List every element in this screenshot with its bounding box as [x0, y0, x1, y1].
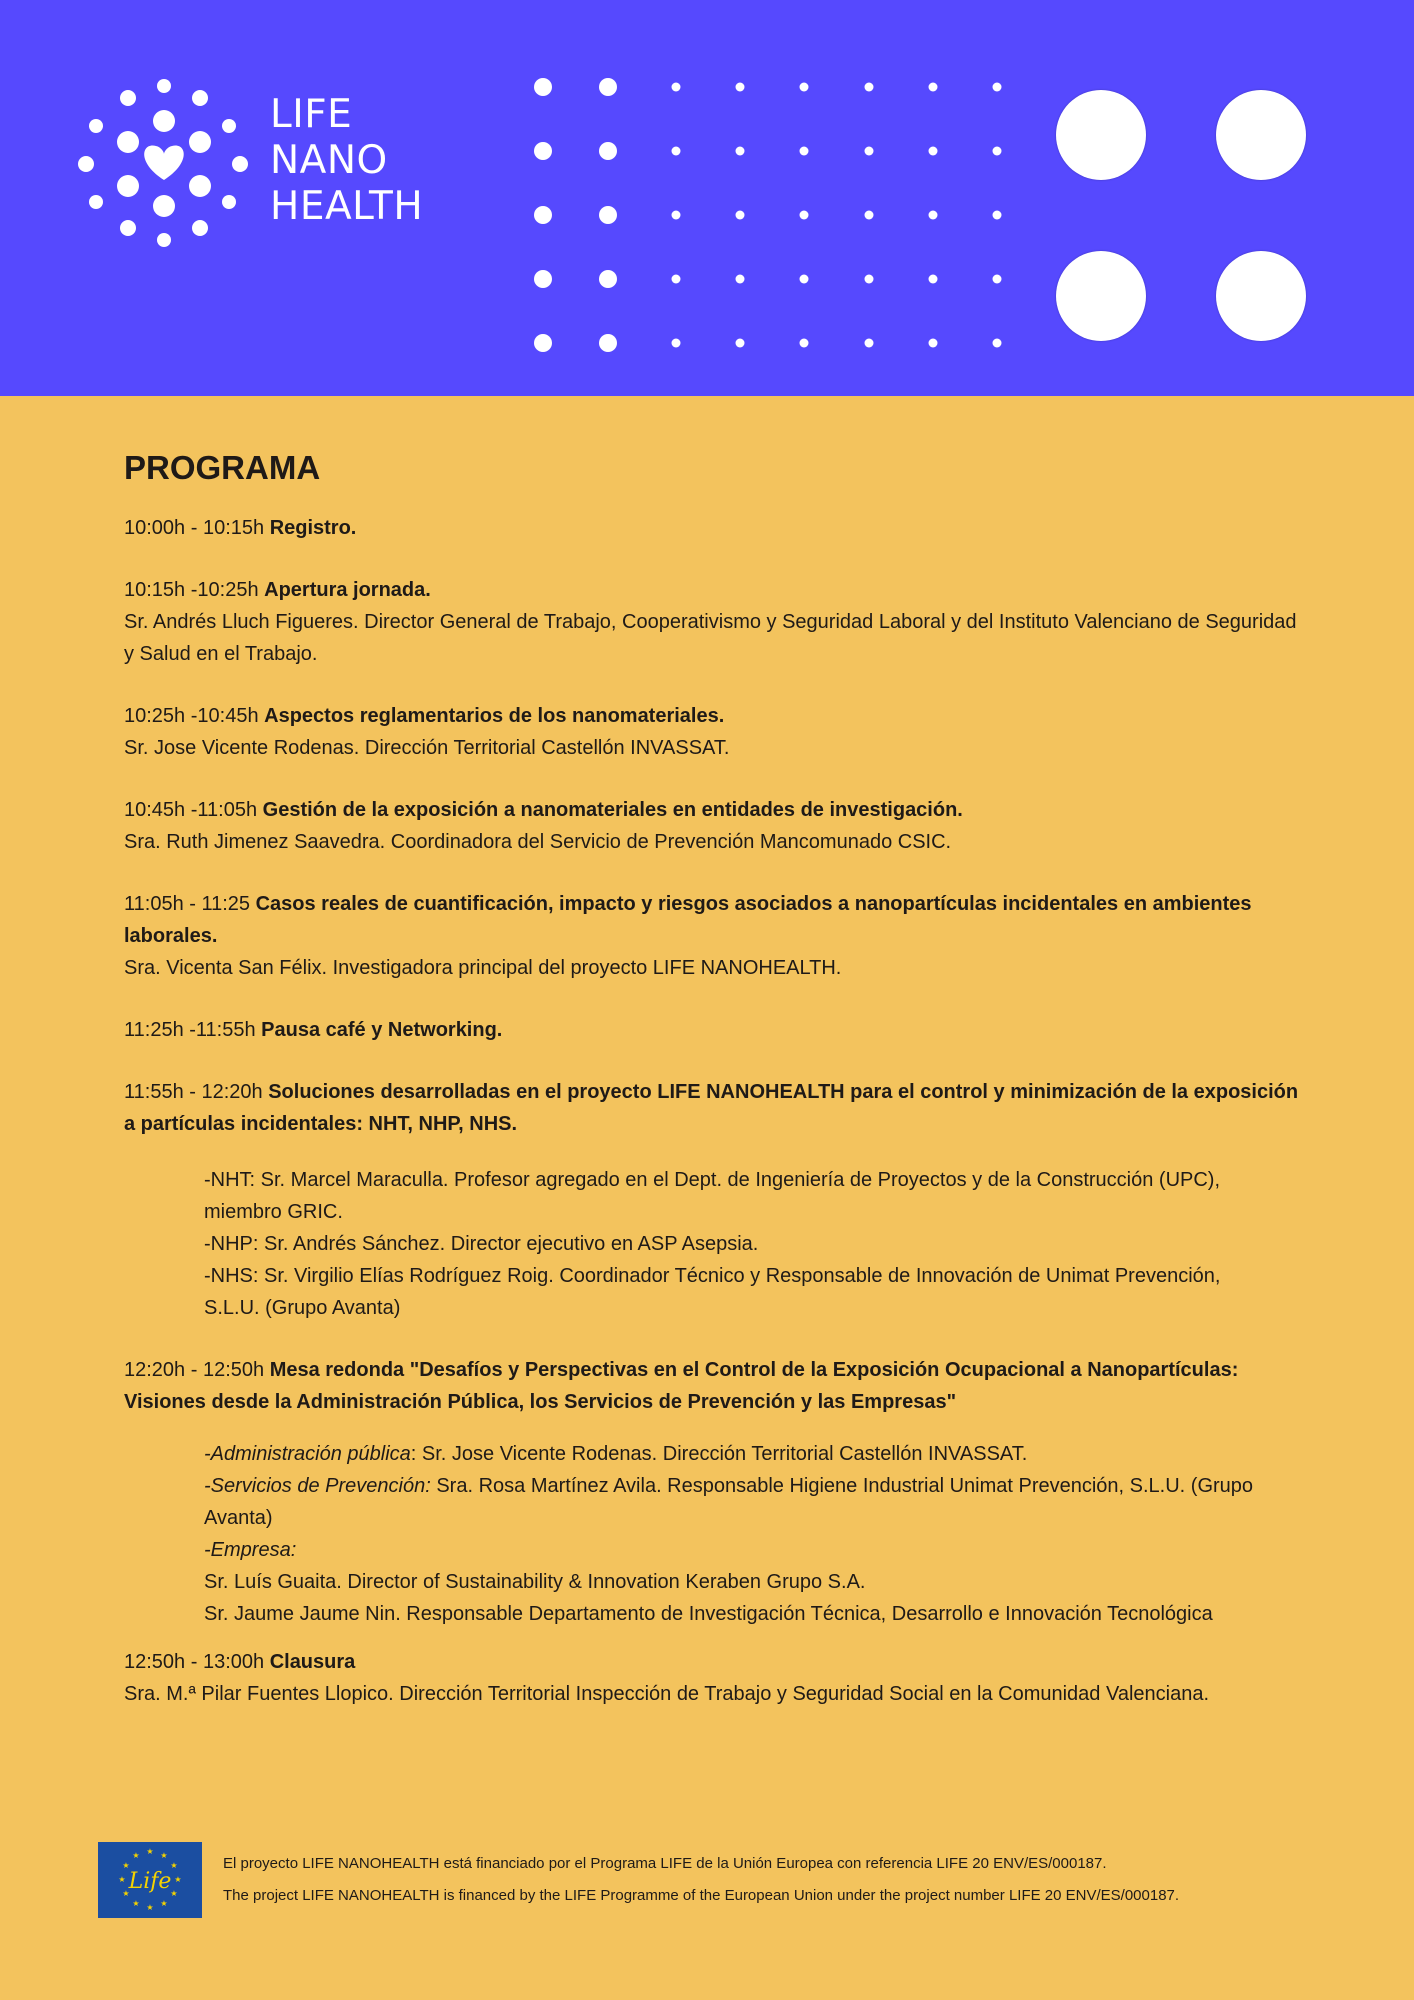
panel-speaker: : Sr. Jose Vicente Rodenas. Dirección Territorial Castellón INVASSAT.: [410, 1443, 1028, 1465]
panel-role: -Administración pública: [204, 1443, 411, 1465]
svg-text:★: ★: [122, 1889, 130, 1898]
solution-item: -NHT: Sr. Marcel Maraculla. Profesor agregado en el Dept. de Ingeniería de Proyectos y de la Construcción (UPC), miembro GRIC.: [204, 1169, 1221, 1223]
program-item: [124, 1354, 1304, 1630]
item-speaker: Sra. Ruth Jimenez Saavedra. Coordinadora del Servicio de Prevención Mancomunado CSIC.: [124, 831, 952, 853]
logo-line: NANO: [270, 138, 388, 183]
item-speaker: Sra. M.ª Pilar Fuentes Llopico. Dirección Territorial Inspección de Trabajo y Seguridad Social en la Comunidad Valenciana.: [124, 1683, 1210, 1705]
life-logo-label: Life: [128, 1869, 172, 1894]
header-banner: [0, 0, 1414, 396]
svg-text:★: ★: [146, 1903, 154, 1912]
item-title: Registro.: [269, 517, 357, 539]
item-speaker: Sr. Jose Vicente Rodenas. Dirección Territorial Castellón INVASSAT.: [124, 737, 730, 759]
funding-note-es: El proyecto LIFE NANOHEALTH está financiado por el Programa LIFE de la Unión Europea con referencia LIFE 20 ENV/ES/000187.: [223, 1855, 1107, 1872]
item-time: 12:20h - 12:50h: [124, 1359, 265, 1381]
svg-text:★: ★: [132, 1899, 140, 1908]
svg-text:★: ★: [160, 1899, 168, 1908]
item-speaker: Sra. Vicenta San Félix. Investigadora principal del proyecto LIFE NANOHEALTH.: [124, 957, 842, 979]
page-title: PROGRAMA: [124, 449, 321, 486]
svg-text:★: ★: [146, 1847, 154, 1856]
logo-line: HEALTH: [270, 184, 424, 229]
svg-text:★: ★: [118, 1875, 126, 1884]
eu-life-logo-icon: [98, 1842, 202, 1918]
panel-speaker: Sra. Rosa Martínez Avila. Responsable Higiene Industrial Unimat Prevención, S.L.U. (Grupo Avanta): [204, 1475, 1254, 1529]
decorative-dot-grid-icon: [524, 72, 1024, 352]
program-item: [124, 512, 1304, 544]
item-title: Soluciones desarrolladas en el proyecto LIFE NANOHEALTH para el control y minimización de la exposición a partículas incidentales: NHT, NHP, NHS.: [124, 1081, 1299, 1135]
svg-text:★: ★: [174, 1875, 182, 1884]
item-time: 11:25h -11:55h: [124, 1019, 256, 1041]
solutions-list: [124, 1164, 1304, 1324]
item-title: Aspectos reglamentarios de los nanomateriales.: [264, 705, 725, 727]
item-title: Gestión de la exposición a nanomateriales en entidades de investigación.: [262, 799, 963, 821]
item-time: 10:15h -10:25h: [124, 579, 259, 601]
program-item: [124, 700, 1304, 764]
item-time: 11:05h - 11:25: [124, 893, 251, 915]
svg-text:★: ★: [170, 1861, 178, 1870]
program-content: [124, 448, 1304, 1740]
item-speaker: Sr. Andrés Lluch Figueres. Director General de Trabajo, Cooperativismo y Seguridad Laboral y del Instituto Valenciano de Seguridad y Salud en el Trabajo.: [124, 611, 1297, 665]
svg-text:★: ★: [122, 1861, 130, 1870]
heart-dots-logo-icon: [76, 76, 256, 256]
program-item: [124, 888, 1304, 984]
item-time: 10:00h - 10:15h: [124, 517, 265, 539]
program-item: [124, 1076, 1304, 1324]
item-time: 12:50h - 13:00h: [124, 1651, 265, 1673]
logo-line: LIFE: [270, 92, 353, 137]
solution-item: -NHP: Sr. Andrés Sánchez. Director ejecutivo en ASP Asepsia.: [204, 1233, 759, 1255]
footer: [98, 1842, 1398, 1918]
panel-list: [124, 1438, 1304, 1630]
svg-text:★: ★: [132, 1851, 140, 1860]
funding-note-en: The project LIFE NANOHEALTH is financed by the LIFE Programme of the European Union under the project number LIFE 20 ENV/ES/000187.: [223, 1887, 1180, 1904]
program-item: [124, 1014, 1304, 1046]
item-title: Clausura: [269, 1651, 356, 1673]
panel-role: -Servicios de Prevención:: [204, 1475, 431, 1497]
item-title: Casos reales de cuantificación, impacto y riesgos asociados a nanopartículas incidentales en ambientes laborales.: [124, 893, 1252, 947]
item-title: Mesa redonda "Desafíos y Perspectivas en el Control de la Exposición Ocupacional a Nanopartículas: Visiones desde la Administración Pública, los Servicios de Prevención y las Empresas": [124, 1359, 1239, 1413]
decorative-circle: [1056, 251, 1146, 341]
svg-text:★: ★: [160, 1851, 168, 1860]
panel-item: [204, 1534, 1304, 1566]
item-title: Pausa café y Networking.: [261, 1019, 503, 1041]
item-time: 11:55h - 12:20h: [124, 1081, 263, 1103]
panel-speaker: Sr. Jaume Jaume Nin. Responsable Departamento de Investigación Técnica, Desarrollo e Innovación Tecnológica: [204, 1603, 1213, 1625]
decorative-circle: [1216, 251, 1306, 341]
decorative-circle: [1056, 90, 1146, 180]
logo-wordmark: [270, 92, 423, 230]
panel-item: [204, 1470, 1304, 1534]
panel-role: -Empresa:: [204, 1539, 297, 1561]
solution-item: -NHS: Sr. Virgilio Elías Rodríguez Roig. Coordinador Técnico y Responsable de Innovación de Unimat Prevención, S.L.U. (Grupo Avanta): [204, 1265, 1221, 1319]
item-title: Apertura jornada.: [264, 579, 431, 601]
program-item: [124, 794, 1304, 858]
panel-item: [204, 1438, 1304, 1470]
program-item: [124, 1646, 1304, 1710]
funding-note: [223, 1848, 1403, 1912]
panel-speaker: Sr. Luís Guaita. Director of Sustainability & Innovation Keraben Grupo S.A.: [204, 1571, 866, 1593]
decorative-circle: [1216, 90, 1306, 180]
program-item: [124, 574, 1304, 670]
item-time: 10:45h -11:05h: [124, 799, 258, 821]
svg-text:★: ★: [170, 1889, 178, 1898]
item-time: 10:25h -10:45h: [124, 705, 259, 727]
